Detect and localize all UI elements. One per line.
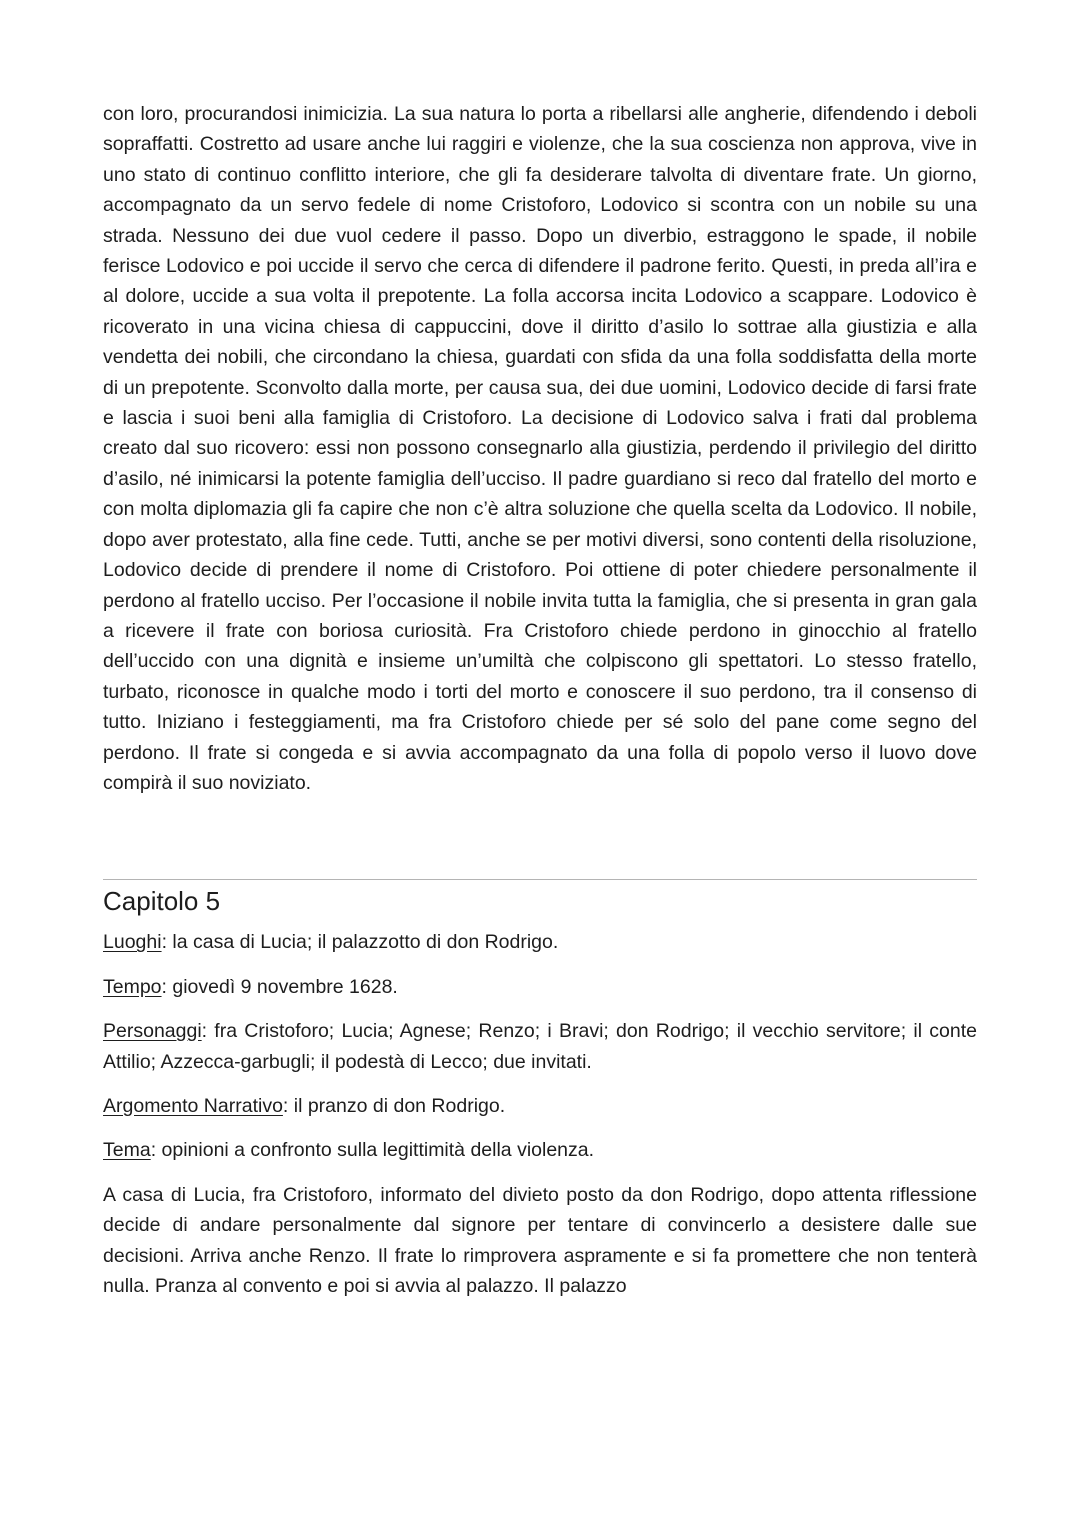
field-value-argomento-narrativo: : il pranzo di don Rodrigo. bbox=[282, 1094, 506, 1117]
field-value-personaggi: : fra Cristoforo; Lucia; Agnese; Renzo; i Bravi; don Rodrigo; il vecchio servitore; il conte Attilio; Azzecca-garbugli; il podestà di Lecco; due invitati. bbox=[103, 1020, 977, 1073]
field-tempo bbox=[103, 972, 977, 1002]
field-value-luoghi: : la casa di Lucia; il palazzotto di don Rodrigo. bbox=[161, 931, 559, 954]
field-luoghi bbox=[103, 927, 977, 957]
field-value-tempo: : giovedì 9 novembre 1628. bbox=[161, 975, 398, 998]
document-page bbox=[103, 99, 977, 1301]
field-label-argomento-narrativo: Argomento Narrativo bbox=[103, 1094, 283, 1117]
chapter-title: Capitolo 5 bbox=[103, 886, 221, 917]
intro-paragraph: con loro, procurandosi inimicizia. La sua natura lo porta a ribellarsi alle angherie, difendendo i deboli sopraffatti. Costretto ad usare anche lui raggiri e violenze, che la sua coscienza non approva, vive in uno stato di continuo conflitto interiore, che gli fa desiderare talvolta di diventare frate. Un giorno, accompagnato da un servo fedele di nome Cristoforo, Lodovico si scontra con un nobile su una strada. Nessuno dei due vuol cedere il passo. Dopo un diverbio, estraggono le spade, il nobile ferisce Lodovico e poi uccide il servo che cerca di difendere il padrone ferito. Questi, in preda all’ira e al dolore, uccide a sua volta il prepotente. La folla accorsa incita Lodovico a scappare. Lodovico è ricoverato in una vicina chiesa di cappuccini, dove il diritto d’asilo lo sottrae alla giustizia e alla vendetta dei nobili, che circondano la chiesa, guardati con sfida da una folla soddisfatta della morte di un prepotente. Sconvolto dalla morte, per causa sua, dei due uomini, Lodovico decide di farsi frate e lascia i suoi beni alla famiglia di Cristoforo. La decisione di Lodovico salva i frati dal problema creato dal suo ricovero: essi non possono consegnarlo alla giustizia, perdendo il privilegio del diritto d’asilo, né inimicarsi la potente famiglia dell’ucciso. Il padre guardiano si reco dal fratello del morto e con molta diplomazia gli fa capire che non c’è altra soluzione che quella scelta da Lodovico. Il nobile, dopo aver protestato, alla fine cede. Tutti, anche se per motivi diversi, sono contenti della risoluzione, Lodovico decide di prendere il nome di Cristoforo. Poi ottiene di poter chiedere personalmente il perdono al fratello ucciso. Per l’occasione il nobile invita tutta la famiglia, che si presenta in gran gala a ricevere il frate con boriosa curiosità. Fra Cristoforo chiede perdono in ginocchio al fratello dell’uccido con una dignità e insieme un’umiltà che colpiscono gli spettatori. Lo stesso fratello, turbato, riconosce in qualche modo i torti del morto e conoscere il suo perdono, tra il consenso di tutto. Iniziano i festeggiamenti, ma fra Cristoforo chiede per sé solo del pane come segno del perdono. Il frate si congeda e si avvia accompagnato da una folla di popolo verso il luovo dove compirà il suo noviziato. bbox=[103, 103, 977, 794]
field-label-personaggi: Personaggi bbox=[103, 1020, 202, 1043]
field-label-tema: Tema bbox=[103, 1139, 151, 1162]
chapter-body-paragraph: A casa di Lucia, fra Cristoforo, informato del divieto posto da don Rodrigo, dopo attenta riflessione decide di andare personalmente dal signore per tentare di convincerlo a desistere dalle sue decisioni. Arriva anche Renzo. Il frate lo rimprovera aspramente e si fa promettere che non tenterà nulla. Pranza al convento e poi si avvia al palazzo. Il palazzo bbox=[103, 1183, 977, 1297]
field-tema bbox=[103, 1135, 977, 1165]
field-label-tempo: Tempo bbox=[103, 975, 162, 998]
field-label-luoghi: Luoghi bbox=[103, 931, 162, 954]
field-personaggi bbox=[103, 1016, 977, 1077]
field-argomento-narrativo bbox=[103, 1091, 977, 1121]
field-value-tema: : opinioni a confronto sulla legittimità della violenza. bbox=[150, 1139, 595, 1162]
